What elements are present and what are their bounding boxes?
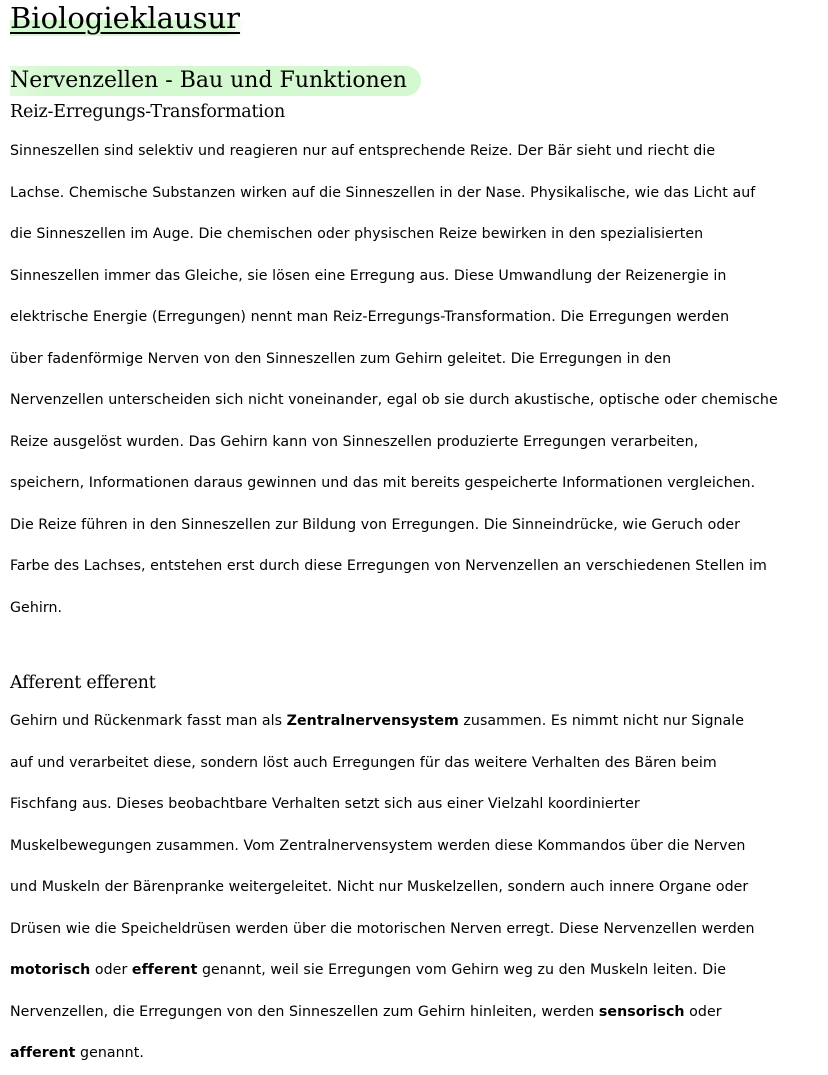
text-line bbox=[10, 380, 820, 422]
section-body-reiz bbox=[10, 131, 820, 629]
text-run: Lachse. Chemische Substanzen wirken auf die Sinneszellen in der Nase. Physikalische, wie das Licht auf bbox=[10, 184, 756, 201]
text-run: Gehirn und Rückenmark fasst man als bbox=[10, 713, 287, 729]
text-run: über fadenförmige Nerven von den Sinneszellen zum Gehirn geleitet. Die Erregungen in den bbox=[10, 350, 672, 367]
text-line bbox=[10, 867, 820, 909]
text-line bbox=[10, 546, 820, 588]
section-body-afferent bbox=[10, 701, 820, 1075]
text-run: elektrische Energie (Erregungen) nennt man Reiz-Erregungs-Transformation. Die Erregungen werden bbox=[10, 309, 730, 325]
text-line bbox=[10, 909, 820, 951]
chapter-heading: Nervenzellen - Bau und Funktionen bbox=[10, 66, 421, 96]
text-line bbox=[10, 297, 820, 339]
bold-term: efferent bbox=[131, 962, 198, 978]
text-run: auf und verarbeitet diese, sondern löst auch Erregungen für das weitere Verhalten des Bären beim bbox=[10, 754, 717, 771]
text-line bbox=[10, 173, 820, 215]
text-line bbox=[10, 1033, 820, 1075]
text-run: Reize ausgelöst wurden. Das Gehirn kann von Sinneszellen produzierte Erregungen verarbeiten, bbox=[10, 433, 699, 450]
text-run: genannt. bbox=[75, 1045, 144, 1061]
text-run: und Muskeln der Bärenpranke weitergeleitet. Nicht nur Muskelzellen, sondern auch innere Organe oder bbox=[10, 879, 749, 895]
document-title: Biologieklausur bbox=[10, 0, 244, 36]
bold-term: Zentralnervensystem bbox=[286, 713, 459, 729]
text-line bbox=[10, 784, 820, 826]
text-line bbox=[10, 588, 820, 630]
text-line bbox=[10, 505, 820, 547]
bold-term: sensorisch bbox=[598, 1003, 685, 1020]
text-run: zusammen. Es nimmt nicht nur Signale bbox=[458, 713, 745, 729]
text-line bbox=[10, 214, 820, 256]
text-run: die Sinneszellen im Auge. Die chemischen oder physischen Reize bewirken in den spezialisierten bbox=[10, 226, 704, 242]
text-line bbox=[10, 950, 820, 992]
text-line bbox=[10, 463, 820, 505]
text-line bbox=[10, 701, 820, 743]
text-run: Farbe des Lachses, entstehen erst durch diese Erregungen von Nervenzellen an verschiedenen Stellen im bbox=[10, 558, 767, 574]
text-run: Nervenzellen, die Erregungen von den Sinneszellen zum Gehirn hinleiten, werden bbox=[10, 1003, 599, 1020]
text-line bbox=[10, 743, 820, 785]
text-run: oder bbox=[684, 1003, 722, 1020]
text-run: Sinneszellen sind selektiv und reagieren nur auf entsprechende Reize. Der Bär sieht und riecht die bbox=[10, 143, 716, 159]
text-run: speichern, Informationen daraus gewinnen und das mit bereits gespeicherte Informationen vergleichen. bbox=[10, 475, 756, 491]
bold-term: motorisch bbox=[10, 962, 91, 978]
text-run: Nervenzellen unterscheiden sich nicht voneinander, egal ob sie durch akustische, optische oder chemische bbox=[10, 392, 778, 408]
text-line bbox=[10, 992, 820, 1034]
text-run: oder bbox=[90, 962, 132, 978]
text-run: genannt, weil sie Erregungen vom Gehirn weg zu den Muskeln leiten. Die bbox=[197, 962, 726, 978]
text-run: Fischfang aus. Dieses beobachtbare Verhalten setzt sich aus einer Vielzahl koordinierter bbox=[10, 796, 640, 812]
text-run: Gehirn. bbox=[10, 599, 63, 616]
text-run: Die Reize führen in den Sinneszellen zur Bildung von Erregungen. Die Sinneindrücke, wie Geruch oder bbox=[10, 516, 741, 533]
text-line bbox=[10, 256, 820, 298]
text-run: Sinneszellen immer das Gleiche, sie lösen eine Erregung aus. Diese Umwandlung der Reizenergie in bbox=[10, 267, 727, 284]
text-run: Muskelbewegungen zusammen. Vom Zentralnervensystem werden diese Kommandos über die Nerven bbox=[10, 837, 746, 854]
bold-term: afferent bbox=[10, 1045, 76, 1061]
text-line bbox=[10, 131, 820, 173]
section-heading-reiz: Reiz-Erregungs-Transformation bbox=[10, 102, 286, 122]
section-heading-afferent: Afferent efferent bbox=[10, 673, 156, 693]
text-run: Drüsen wie die Speicheldrüsen werden über die motorischen Nerven erregt. Diese Nervenzellen werden bbox=[10, 920, 755, 937]
text-line bbox=[10, 826, 820, 868]
text-line bbox=[10, 339, 820, 381]
text-line bbox=[10, 422, 820, 464]
